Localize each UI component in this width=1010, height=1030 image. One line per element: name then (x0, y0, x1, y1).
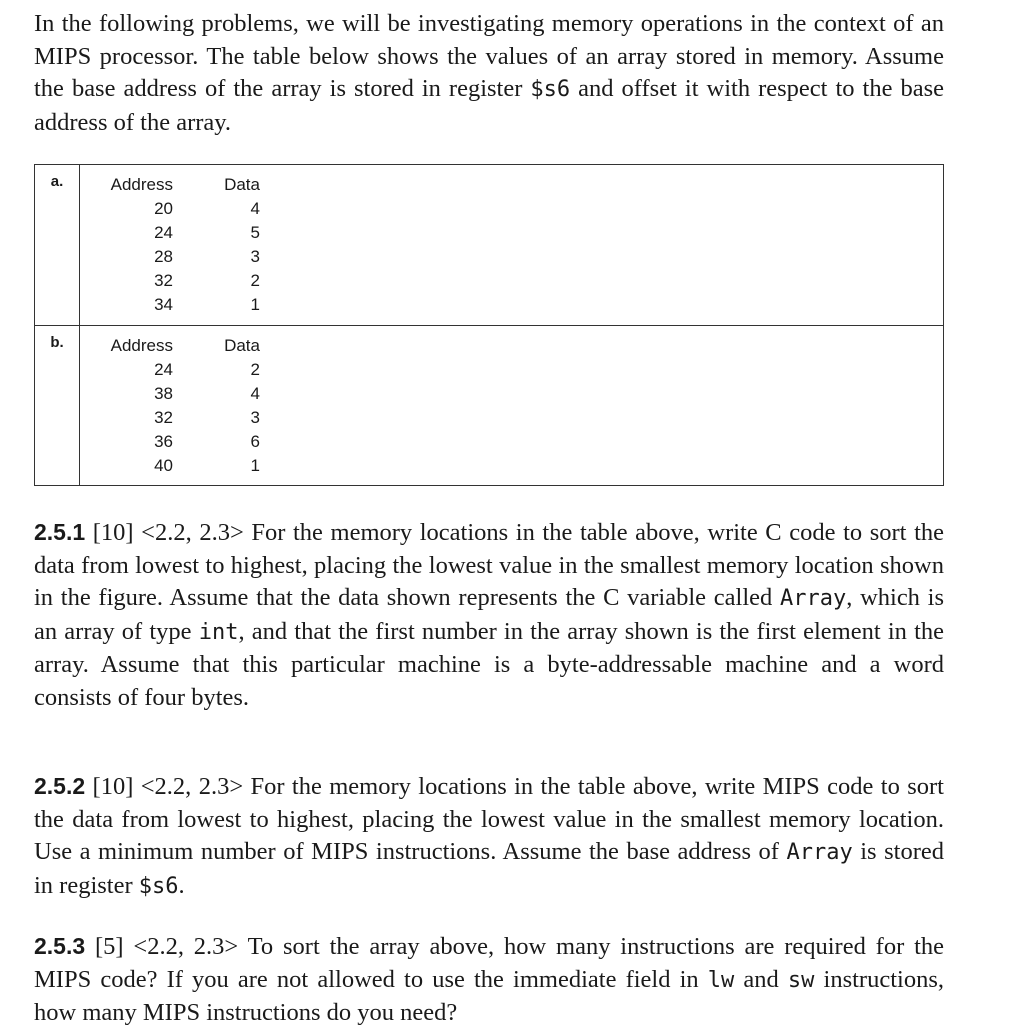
problem-2-5-3 (34, 930, 944, 1030)
intro-text-1: In the following problems, we will be investigating memory operations in the context of an MIPS processor. The table below shows the values of an array stored in memory. Assume the base address of the array is stored in register (34, 10, 944, 102)
address-cell: 32 (154, 408, 173, 427)
address-column (95, 173, 173, 317)
table-block-a (35, 165, 943, 326)
problem-text: For the memory locations in the table above, write MIPS code to sort the data from lowest to highest, placing the lowest value in the smallest memory location. Use a minimum number of MIPS instructions. Assume the base address of (34, 773, 944, 865)
data-cell: 3 (250, 408, 260, 427)
code-term: sw (787, 967, 815, 993)
data-cell: 4 (250, 199, 260, 218)
code-term: lw (707, 967, 735, 993)
problem-meta: [10] <2.2, 2.3> (85, 773, 251, 800)
data-header: Data (224, 175, 260, 194)
problem-text: , which is an array of type (34, 584, 944, 645)
problem-meta: [5] <2.2, 2.3> (85, 933, 248, 960)
problem-text: . (178, 871, 185, 899)
problem-text: , and that the first number in the array shown is the first element in the array. Assume that this particular machine is a byte-addressable machine and a word consists of four bytes. (34, 617, 944, 711)
intro-register: $s6 (530, 77, 571, 102)
table-block-b (35, 326, 943, 486)
problem-number: 2.5.2 (34, 773, 86, 799)
address-cell: 34 (154, 295, 173, 314)
intro-paragraph (34, 8, 944, 139)
block-label: a. (35, 165, 80, 325)
problem-2-5-1 (34, 516, 944, 714)
address-cell: 20 (154, 199, 173, 218)
memory-table (34, 164, 944, 486)
problem-number: 2.5.3 (34, 933, 86, 959)
intro-text-2: and offset it with respect to the base address of the array. (34, 75, 944, 136)
problem-text: and (734, 965, 788, 993)
data-cell: 1 (250, 295, 260, 314)
address-column (95, 334, 173, 478)
code-term: int (198, 619, 239, 645)
address-cell: 40 (154, 456, 173, 475)
problem-text: For the memory locations in the table above, write C code to sort the data from lowest to highest, placing the lowest value in the smallest memory location shown in the figure. Assume that the data shown represents the C variable called (34, 519, 944, 611)
data-cell: 1 (250, 456, 260, 475)
data-cell: 4 (250, 384, 260, 403)
data-cell: 3 (250, 247, 260, 266)
address-cell: 24 (154, 223, 173, 242)
data-column (215, 334, 260, 478)
address-cell: 38 (154, 384, 173, 403)
data-cell: 5 (250, 223, 260, 242)
data-cell: 2 (250, 271, 260, 290)
address-cell: 36 (154, 432, 173, 451)
code-term: $s6 (138, 873, 179, 899)
problem-number: 2.5.1 (34, 519, 86, 545)
data-cell: 6 (250, 432, 260, 451)
address-cell: 28 (154, 247, 173, 266)
problem-text: To sort the array above, how many instructions are required for the MIPS code? If you are not allowed to use the immediate field in (34, 933, 944, 993)
problem-text: is stored in register (34, 838, 944, 899)
address-header: Address (110, 336, 173, 355)
code-term: Array (786, 840, 853, 865)
address-cell: 32 (154, 271, 173, 290)
data-cell: 2 (250, 360, 260, 379)
address-header: Address (110, 175, 173, 194)
data-header: Data (224, 336, 260, 355)
data-column (215, 173, 260, 317)
problem-text: instructions, how many MIPS instructions do you need? (34, 965, 944, 1026)
code-term: Array (779, 586, 847, 611)
address-cell: 24 (154, 360, 173, 379)
problem-2-5-2 (34, 770, 944, 903)
problem-meta: [10] <2.2, 2.3> (85, 519, 252, 546)
block-label: b. (35, 326, 80, 486)
